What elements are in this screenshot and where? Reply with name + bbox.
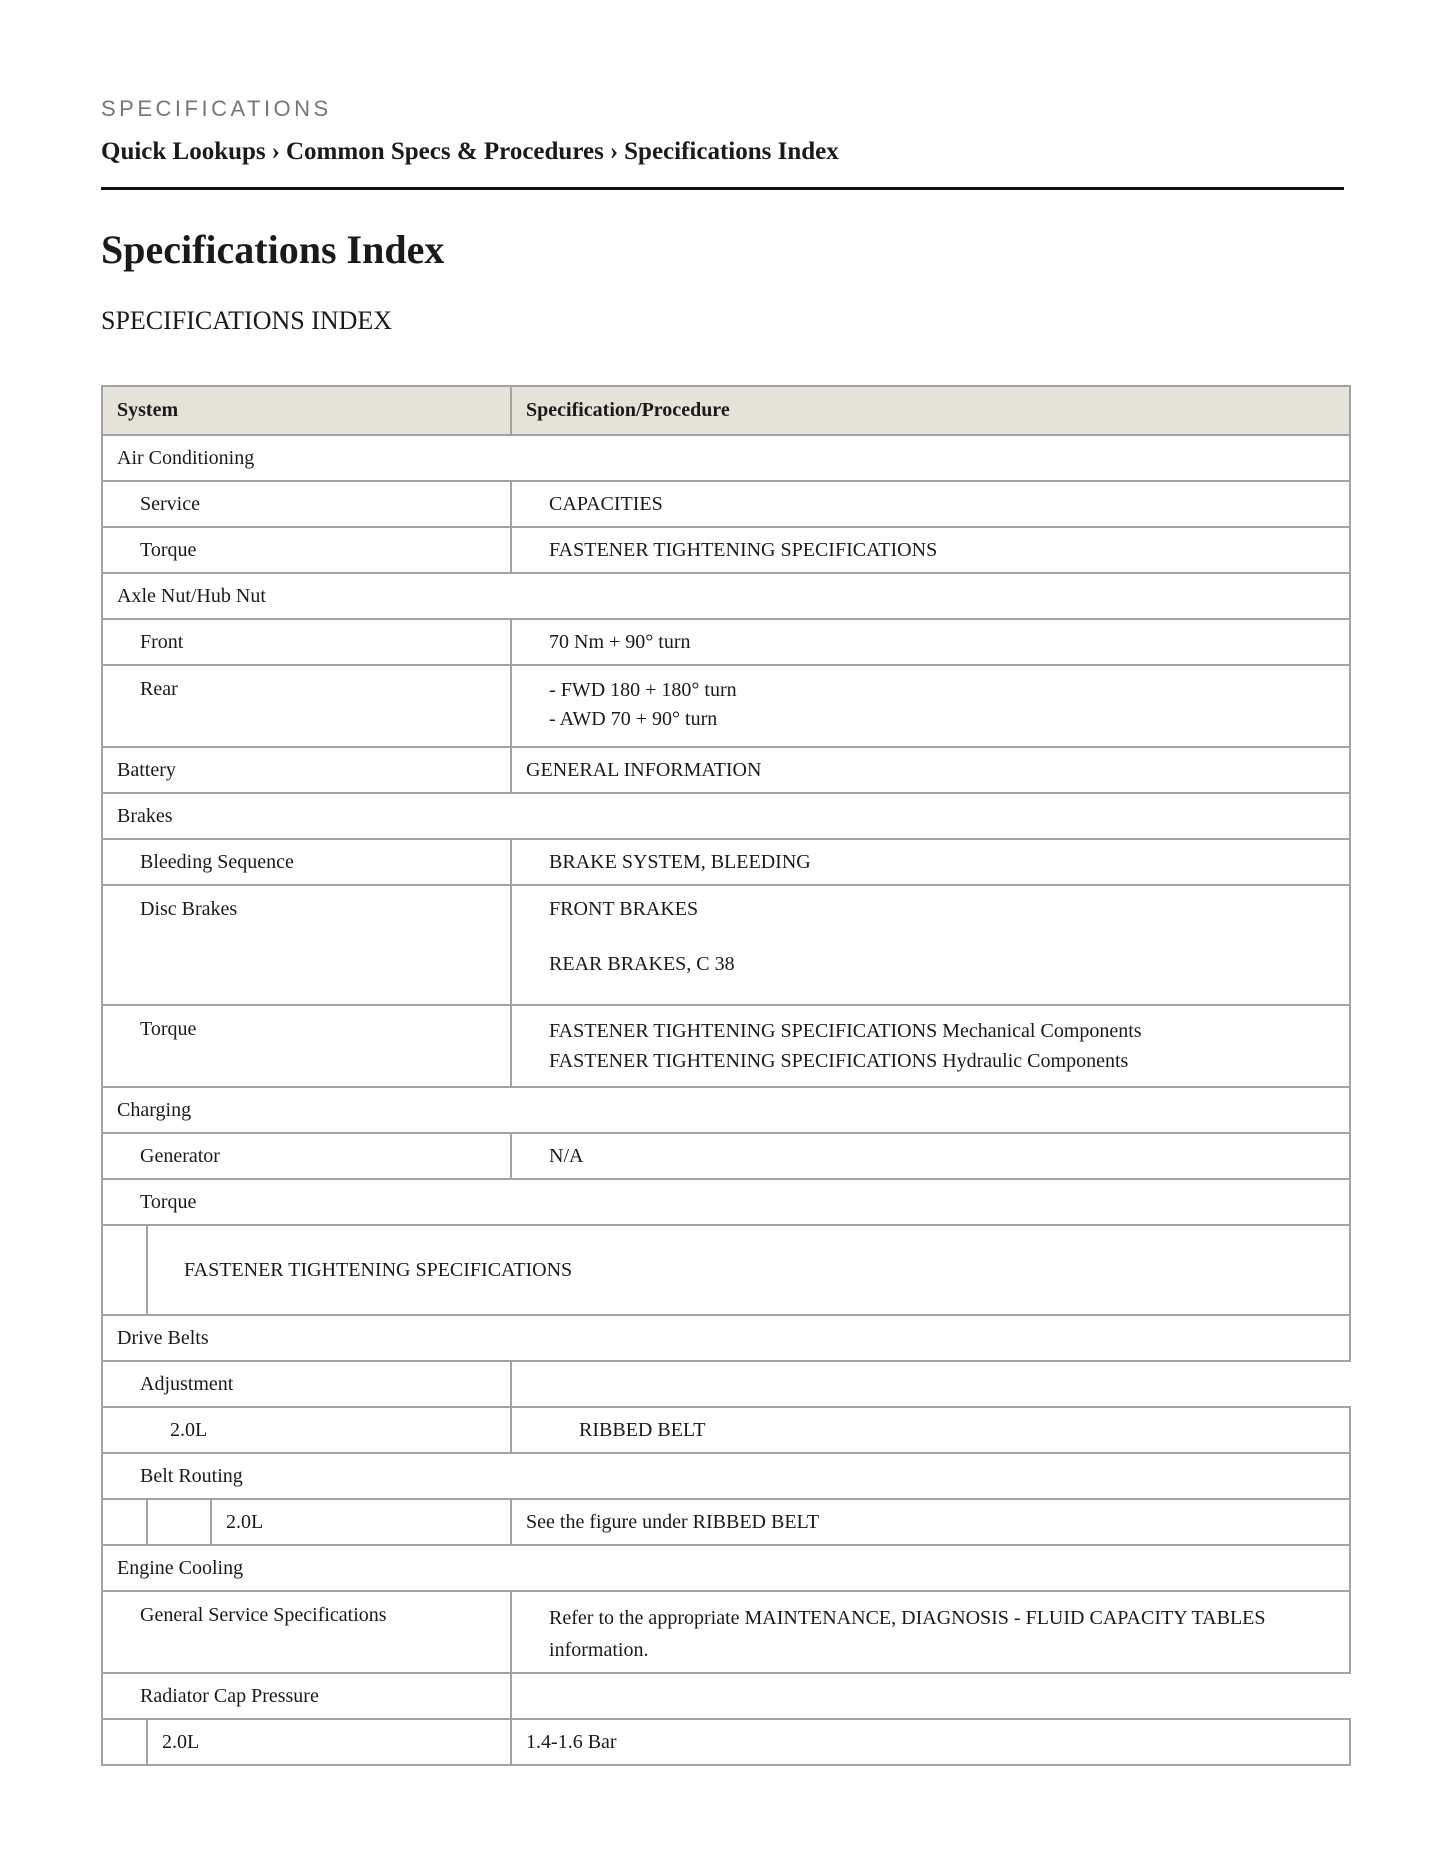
spec-value-list bbox=[511, 885, 1350, 1005]
subsystem-label: General Service Specifications bbox=[102, 1591, 511, 1673]
table-row bbox=[102, 885, 1350, 1005]
subsystem-label: Adjustment bbox=[102, 1361, 511, 1407]
empty-cell bbox=[511, 1673, 1350, 1719]
system-group-label: Drive Belts bbox=[102, 1315, 1350, 1361]
table-row bbox=[102, 1005, 1350, 1087]
table-row bbox=[102, 1315, 1350, 1361]
spec-value: See the figure under RIBBED BELT bbox=[511, 1499, 1350, 1545]
table-row bbox=[102, 435, 1350, 481]
spec-link[interactable]: FASTENER TIGHTENING SPECIFICATIONS bbox=[511, 527, 1350, 573]
table-row bbox=[102, 1591, 1350, 1673]
table-row bbox=[102, 1087, 1350, 1133]
table-header-row bbox=[102, 386, 1350, 435]
specifications-table bbox=[101, 385, 1351, 1766]
subsystem-label: Bleeding Sequence bbox=[102, 839, 511, 885]
page-title: Specifications Index bbox=[101, 227, 445, 272]
table-row bbox=[102, 1361, 1350, 1407]
table-row bbox=[102, 1719, 1350, 1765]
system-group-label: Battery bbox=[102, 747, 511, 793]
subsystem-label: Radiator Cap Pressure bbox=[102, 1673, 511, 1719]
indent-spacer-cell bbox=[102, 1499, 147, 1545]
table-row bbox=[102, 1673, 1350, 1719]
table-row bbox=[102, 1179, 1350, 1225]
indent-spacer-cell bbox=[147, 1499, 211, 1545]
system-group-label: Charging bbox=[102, 1087, 1350, 1133]
table-row bbox=[102, 1453, 1350, 1499]
table-row bbox=[102, 747, 1350, 793]
subsystem-label: Torque bbox=[102, 527, 511, 573]
spec-link[interactable]: FASTENER TIGHTENING SPECIFICATIONS Hydraulic Components bbox=[549, 1050, 1129, 1072]
section-kicker: SPECIFICATIONS bbox=[101, 96, 332, 121]
spec-link[interactable]: RIBBED BELT bbox=[511, 1407, 1350, 1453]
table-row bbox=[102, 527, 1350, 573]
spec-value: N/A bbox=[511, 1133, 1350, 1179]
table-row bbox=[102, 1545, 1350, 1591]
breadcrumb-separator: › bbox=[609, 138, 619, 165]
table-row bbox=[102, 1133, 1350, 1179]
table-row bbox=[102, 1225, 1350, 1315]
subsystem-label: Torque bbox=[102, 1179, 1350, 1225]
system-group-label: Engine Cooling bbox=[102, 1545, 1350, 1591]
breadcrumb-item-common-specs[interactable]: Common Specs & Procedures bbox=[286, 138, 604, 165]
system-group-label: Brakes bbox=[102, 793, 1350, 839]
spec-link[interactable]: BRAKE SYSTEM, BLEEDING bbox=[511, 839, 1350, 885]
table-row bbox=[102, 1499, 1350, 1545]
breadcrumb-separator: › bbox=[271, 138, 280, 165]
subsystem-label: Torque bbox=[102, 1005, 511, 1087]
table-row bbox=[102, 839, 1350, 885]
table-row bbox=[102, 573, 1350, 619]
breadcrumb-item-current: Specifications Index bbox=[624, 138, 839, 165]
spec-value: 70 Nm + 90° turn bbox=[511, 619, 1350, 665]
table-row bbox=[102, 619, 1350, 665]
subsystem-label: Front bbox=[102, 619, 511, 665]
spec-value-list bbox=[511, 665, 1350, 747]
spec-value: Refer to the appropriate MAINTENANCE, DIAGNOSIS - FLUID CAPACITY TABLES information. bbox=[511, 1591, 1350, 1673]
subsystem-label: Belt Routing bbox=[102, 1453, 1350, 1499]
system-group-label: Axle Nut/Hub Nut bbox=[102, 573, 1350, 619]
spec-value: - AWD 70 + 90° turn bbox=[549, 708, 718, 730]
spec-value: 1.4-1.6 Bar bbox=[511, 1719, 1350, 1765]
engine-variant-label: 2.0L bbox=[147, 1719, 511, 1765]
section-subheading: SPECIFICATIONS INDEX bbox=[101, 306, 393, 335]
breadcrumb-item-quick-lookups[interactable]: Quick Lookups bbox=[101, 138, 266, 165]
empty-cell bbox=[511, 1361, 1350, 1407]
spec-link[interactable]: FASTENER TIGHTENING SPECIFICATIONS Mechanical Components bbox=[549, 1020, 1142, 1042]
table-row bbox=[102, 793, 1350, 839]
table-row bbox=[102, 1407, 1350, 1453]
column-header-specification: Specification/Procedure bbox=[511, 386, 1350, 435]
spec-link[interactable]: FASTENER TIGHTENING SPECIFICATIONS bbox=[147, 1225, 1350, 1315]
subsystem-label: Service bbox=[102, 481, 511, 527]
spec-link[interactable]: CAPACITIES bbox=[511, 481, 1350, 527]
spec-link[interactable]: GENERAL INFORMATION bbox=[511, 747, 1350, 793]
column-header-system: System bbox=[102, 386, 511, 435]
engine-variant-label: 2.0L bbox=[102, 1407, 511, 1453]
table-row bbox=[102, 481, 1350, 527]
subsystem-label: Disc Brakes bbox=[102, 885, 511, 1005]
spec-link[interactable]: FRONT BRAKES bbox=[549, 898, 699, 920]
spec-value-list bbox=[511, 1005, 1350, 1087]
table-row bbox=[102, 665, 1350, 747]
breadcrumb bbox=[101, 135, 1344, 190]
spec-value: - FWD 180 + 180° turn bbox=[549, 679, 737, 701]
spec-link[interactable]: REAR BRAKES, C 38 bbox=[549, 953, 735, 975]
indent-spacer-cell bbox=[102, 1719, 147, 1765]
subsystem-label: Generator bbox=[102, 1133, 511, 1179]
indent-spacer-cell bbox=[102, 1225, 147, 1315]
engine-variant-label: 2.0L bbox=[211, 1499, 511, 1545]
subsystem-label: Rear bbox=[102, 665, 511, 747]
system-group-label: Air Conditioning bbox=[102, 435, 1350, 481]
